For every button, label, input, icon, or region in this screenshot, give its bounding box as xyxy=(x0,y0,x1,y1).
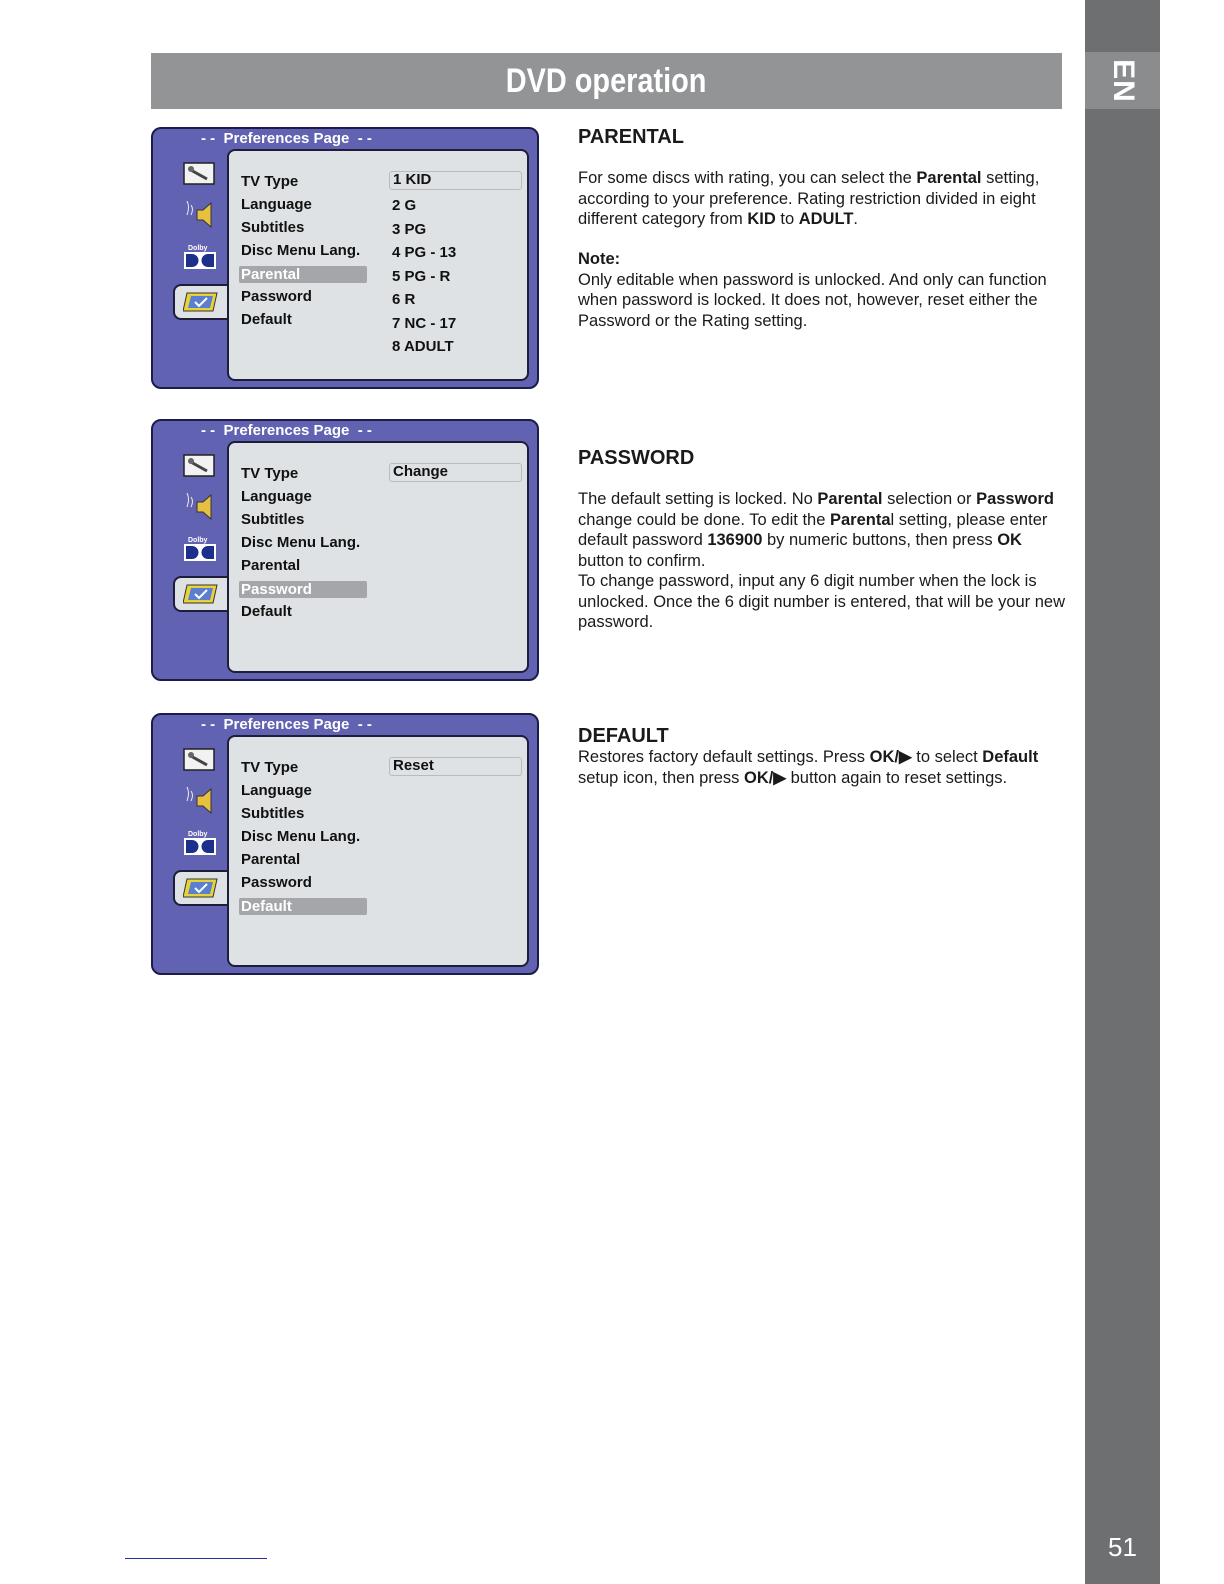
text-bold: Password xyxy=(976,490,1055,508)
default-values xyxy=(389,757,522,781)
text-run: to xyxy=(775,210,799,228)
text-run: l setting, please enter default password xyxy=(578,510,1048,549)
footer-line xyxy=(125,1558,267,1559)
wrench-icon xyxy=(183,453,217,479)
menu-item-language[interactable]: Language xyxy=(241,488,312,505)
text-bold: OK xyxy=(997,531,1022,549)
osd-screen-default xyxy=(151,713,539,975)
text-bold: Parental xyxy=(916,169,982,187)
text-run: setting, according to your preference. Rating restriction divided in eight different category from xyxy=(578,169,1040,228)
menu-item-parental[interactable]: Parental xyxy=(241,851,301,868)
text-run: Restores factory default settings. Press xyxy=(578,748,870,766)
value-option[interactable]: Change xyxy=(389,463,522,482)
dolby-icon xyxy=(183,829,217,855)
menu-item-parental[interactable]: Parental xyxy=(241,557,301,574)
menu-item-disc-menu-lang[interactable]: Disc Menu Lang. xyxy=(241,534,361,551)
menu-item-tv-type[interactable]: TV Type xyxy=(241,759,299,776)
preferences-tab-icon xyxy=(173,576,231,612)
text-bold: Parenta xyxy=(829,510,891,529)
text-bold: OK/▶ xyxy=(744,768,787,787)
text-run: change could be done. To edit the xyxy=(578,510,830,529)
note-text: Only editable when password is unlocked. And only can function when password is locked. It does not, however, reset either the Password or the Rating setting. xyxy=(578,270,1047,330)
text-run: by numeric buttons, then press xyxy=(762,531,998,549)
text-run: The default setting is locked. No xyxy=(578,490,818,508)
note-label: Note: xyxy=(578,250,621,268)
menu-item-default[interactable]: Default xyxy=(241,311,292,328)
menu-item-password[interactable]: Password xyxy=(241,874,312,891)
value-option[interactable]: 1 KID xyxy=(389,171,522,190)
dolby-label: Dolby xyxy=(188,537,208,544)
osd-menu xyxy=(239,463,367,624)
text-run: button to confirm. xyxy=(578,551,706,570)
osd-panel xyxy=(227,441,529,673)
default-description xyxy=(578,747,1068,788)
speaker-icon xyxy=(183,787,217,813)
menu-item-default[interactable]: Default xyxy=(241,603,292,620)
menu-item-subtitles[interactable]: Subtitles xyxy=(241,511,305,528)
speaker-icon xyxy=(183,493,217,519)
osd-panel xyxy=(227,735,529,967)
value-option[interactable]: 6 R xyxy=(392,291,416,308)
osd-menu xyxy=(239,757,367,918)
value-option[interactable]: 3 PG xyxy=(392,220,427,238)
osd-title: - - Preferences Page - - xyxy=(201,422,372,439)
page-header xyxy=(151,53,1062,109)
page-title: DVD operation xyxy=(506,61,707,100)
text-run: To change password, input any 6 digit number when the lock is unlocked. Once the 6 digit number is entered, that will be your new password. xyxy=(578,572,1066,631)
page-number: 51 xyxy=(1108,1532,1137,1562)
dolby-icon xyxy=(183,535,217,561)
password-values xyxy=(389,463,522,487)
text-bold: Parental xyxy=(817,490,883,508)
parental-heading: PARENTAL xyxy=(578,126,684,148)
language-label: EN xyxy=(1106,58,1140,103)
menu-item-disc-menu-lang[interactable]: Disc Menu Lang. xyxy=(241,242,361,259)
text-bold: KID xyxy=(747,210,776,228)
menu-item-tv-type[interactable]: TV Type xyxy=(241,173,299,190)
speaker-icon xyxy=(183,201,217,227)
value-option[interactable]: 2 G xyxy=(392,197,417,214)
parental-note xyxy=(578,249,1068,331)
text-run: setup icon, then press xyxy=(578,768,745,787)
osd-title: - - Preferences Page - - xyxy=(201,130,372,147)
password-heading: PASSWORD xyxy=(578,447,695,469)
parental-description xyxy=(578,168,1068,230)
text-bold: Default xyxy=(982,748,1039,766)
osd-title: - - Preferences Page - - xyxy=(201,716,372,733)
value-option[interactable]: 7 NC - 17 xyxy=(392,314,457,332)
language-tab xyxy=(1085,52,1160,109)
menu-item-subtitles[interactable]: Subtitles xyxy=(241,219,305,236)
preferences-tab-icon xyxy=(173,284,231,320)
text-bold: 136900 xyxy=(707,531,763,549)
dolby-label: Dolby xyxy=(188,245,208,252)
osd-screen-password xyxy=(151,419,539,681)
osd-panel xyxy=(227,149,529,381)
dolby-icon xyxy=(183,243,217,269)
menu-item-parental-selected[interactable]: Parental xyxy=(239,266,367,283)
text-run: For some discs with rating, you can select the xyxy=(578,169,917,187)
value-option[interactable]: 8 ADULT xyxy=(392,338,454,355)
text-bold: OK/▶ xyxy=(869,748,912,766)
value-option[interactable]: 4 PG - 13 xyxy=(392,244,457,261)
osd-screen-parental xyxy=(151,127,539,389)
value-option[interactable]: Reset xyxy=(389,757,522,776)
text-bold: ADULT xyxy=(798,210,854,228)
wrench-icon xyxy=(183,161,217,187)
default-heading: DEFAULT xyxy=(578,725,669,747)
value-option[interactable]: 5 PG - R xyxy=(392,267,451,285)
text-run: to select xyxy=(911,748,983,766)
osd-menu xyxy=(239,171,367,332)
menu-item-disc-menu-lang[interactable]: Disc Menu Lang. xyxy=(241,828,361,845)
parental-values xyxy=(389,171,522,360)
menu-item-language[interactable]: Language xyxy=(241,782,312,799)
menu-item-tv-type[interactable]: TV Type xyxy=(241,465,299,482)
text-run: button again to reset settings. xyxy=(786,768,1008,787)
menu-item-subtitles[interactable]: Subtitles xyxy=(241,805,305,822)
menu-item-password-selected[interactable]: Password xyxy=(239,581,367,598)
menu-item-language[interactable]: Language xyxy=(241,196,312,213)
password-description xyxy=(578,489,1068,633)
text-run: selection or xyxy=(882,490,977,508)
wrench-icon xyxy=(183,747,217,773)
preferences-tab-icon xyxy=(173,870,231,906)
side-bar xyxy=(1085,0,1160,1584)
text-run: . xyxy=(853,210,858,228)
menu-item-default-selected[interactable]: Default xyxy=(239,898,367,915)
dolby-label: Dolby xyxy=(188,831,208,838)
menu-item-password[interactable]: Password xyxy=(241,288,312,305)
